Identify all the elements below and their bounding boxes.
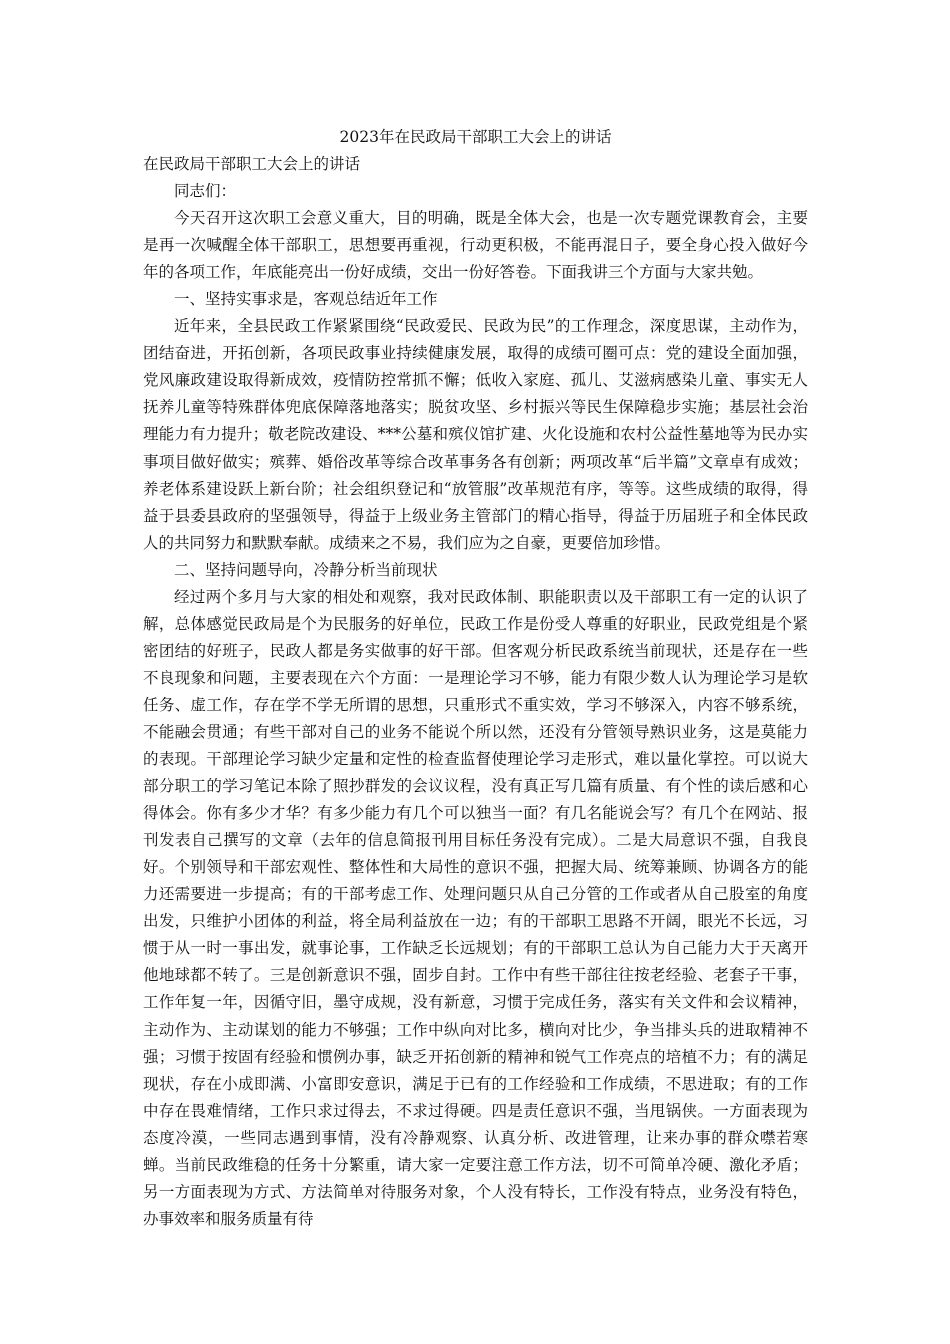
document-body bbox=[143, 151, 808, 1233]
section-heading-1: 一、坚持实事求是，客观总结近年工作 bbox=[174, 290, 438, 309]
section-heading-2: 二、坚持问题导向，冷静分析当前现状 bbox=[174, 560, 438, 579]
document-title: 2023年在民政局干部职工大会上的讲话 bbox=[339, 128, 612, 146]
paragraph-problems: 经过两个多月与大家的相处和观察，我对民政体制、职能职责以及干部职工有一定的认识了解，总体感觉民政局是个为民服务的好单位，民政工作是份受人尊重的好职业，民政党组是个紧密团结的好班子，民政人都是务实做事的好干部。但客观分析民政系统当前现状，还是存在一些不良现象和问题，主要表现在六个方面：一是理论学习不够，能力有限少数人认为理论学习是软任务、虚工作，存在学不学无所谓的思想，只重形式不重实效，学习不够深入，内容不够系统，不能融会贯通；有些干部对自己的业务不能说个所以然，还没有分管领导熟识业务，这是莫能力的表现。干部理论学习缺少定量和定性的检查监督使理论学习走形式，难以量化掌控。可以说大部分职工的学习笔记本除了照抄群发的会议议程，没有真正写几篇有质量、有个性的读后感和心得体会。你有多少才华？有多少能力有几个可以独当一面？有几名能说会写？有几个在网站、报刊发表自己撰写的文章（去年的信息简报刊用目标任务没有完成）。二是大局意识不强，自我良好。个别领导和干部宏观性、整体性和大局性的意识不强，把握大局、统筹兼顾、协调各方的能力还需要进一步提高；有的干部考虑工作、处理问题只从自己分管的工作或者从自己股室的角度出发，只维护小团体的利益，将全局利益放在一边；有的干部职工思路不开阔，眼光不长远，习惯于从一时一事出发，就事论事，工作缺乏长远规划；有的干部职工总认为自己能力大于天离开他地球都不转了。三是创新意识不强，固步自封。工作中有些干部往往按老经验、老套子干事，工作年复一年，因循守旧，墨守成规，没有新意，习惯于完成任务，落实有关文件和会议精神，主动作为、主动谋划的能力不够强；工作中纵向对比多，横向对比少，争当排头兵的进取精神不强；习惯于按固有经验和惯例办事，缺乏开拓创新的精神和锐气工作亮点的培植不力；有的满足现状，存在小成即满、小富即安意识，满足于已有的工作经验和工作成绩，不思进取；有的工作中存在畏难情绪，工作只求过得去，不求过得硬。四是责任意识不强，当甩锅侠。一方面表现为态度冷漠，一些同志遇到事情，没有冷静观察、认真分析、改进管理，让来办事的群众噤若寒蝉。当前民政维稳的任务十分繁重，请大家一定要注意工作方法，切不可简单冷硬、激化矛盾；另一方面表现为方式、方法简单对待服务对象，个人没有特长，工作没有特点，业务没有特色，办事效率和服务质量有待 bbox=[143, 587, 808, 1228]
paragraph-intro: 今天召开这次职工会意义重大，目的明确，既是全体大会，也是一次专题党课教育会，主要是再一次喊醒全体干部职工，思想要再重视，行动更积极，不能再混日子，要全身心投入做好今年的各项工作，年底能亮出一份好成绩，交出一份好答卷。下面我讲三个方面与大家共勉。 bbox=[143, 209, 808, 282]
salutation: 同志们： bbox=[174, 182, 237, 201]
paragraph-achievements: 近年来，全县民政工作紧紧围绕“民政爱民、民政为民”的工作理念，深度思谋，主动作为，团结奋进，开拓创新，各项民政事业持续健康发展，取得的成绩可圈可点：党的建设全面加强，党风廉政建设取得新成效，疫情防控常抓不懈；低收入家庭、孤儿、艾滋病感染儿童、事实无人抚养儿童等特殊群体兜底保障落地落实；脱贫攻坚、乡村振兴等民生保障稳步实施；基层社会治理能力有力提升；敬老院改建设、***公墓和殡仪馆扩建、火化设施和农村公益性墓地等为民办实事项目做好做实；殡葬、婚俗改革等综合改革事务各有创新；两项改革“后半篇”文章卓有成效；养老体系建设跃上新台阶；社会组织登记和“放管服”改革规范有序，等等。这些成绩的取得，得益于县委县政府的坚强领导，得益于上级业务主管部门的精心指导，得益于历届班子和全体民政人的共同努力和默默奉献。成绩来之不易，我们应为之自豪，更要倍加珍惜。 bbox=[143, 317, 808, 552]
document-subtitle: 在民政局干部职工大会上的讲话 bbox=[143, 155, 361, 173]
